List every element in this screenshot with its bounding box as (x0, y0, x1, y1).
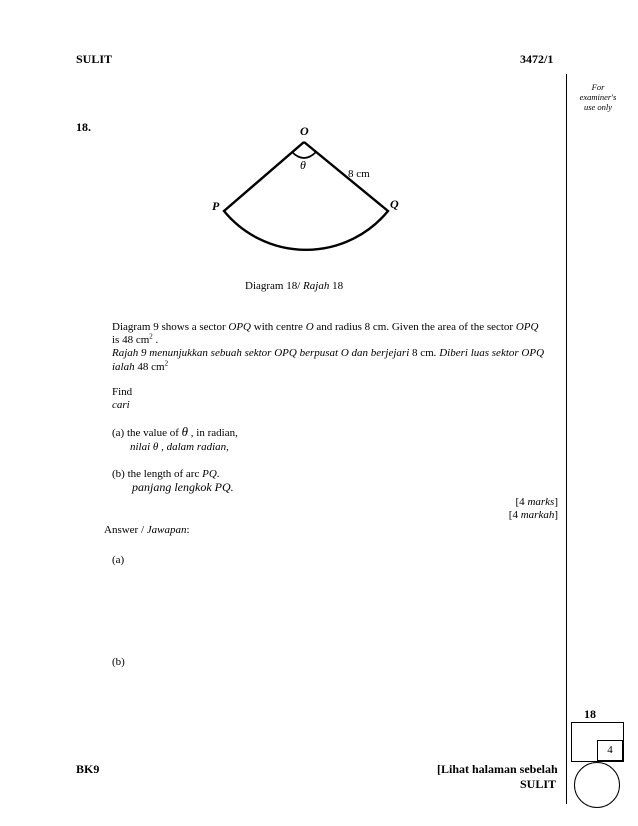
footer-right-2: SULIT (520, 777, 557, 791)
marks-ms: [4 markah] (508, 509, 558, 521)
label-theta: θ (300, 158, 306, 172)
score-question-number: 18 (584, 707, 596, 721)
marks-en: [4 marks] (515, 496, 558, 508)
footer-left: BK9 (76, 762, 100, 776)
statement-ms-line2: ialah 48 $cm^2$ (112, 359, 169, 373)
label-q: Q (390, 197, 399, 211)
examiner-note: For examiner's use only (579, 82, 617, 112)
label-radius: 8 cm (348, 168, 370, 180)
statement-ms-line1: Rajah 9 menunjukkan sebuah sektor OPQ berpusat O dan berjejari 8 cm. Diberi luas sektor OPQ (112, 347, 545, 359)
part-a-ms: nilai θ , dalam radian, (130, 441, 229, 453)
header-right: 3472/1 (520, 52, 554, 66)
sector-diagram (200, 120, 420, 260)
diagram-caption: Diagram 18/ Rajah 18 (245, 280, 344, 292)
question-number: 18. (76, 120, 91, 134)
part-b-ms: panjang lengkok PQ. (132, 480, 234, 494)
statement-en-line2: is 48 $cm^2$ . (112, 332, 159, 346)
find-ms: cari (112, 399, 130, 411)
find-en: Find (112, 386, 133, 398)
statement-en-line1: Diagram 9 shows a sector OPQ with centre O and radius 8 cm. Given the area of the sector OPQ (112, 321, 539, 333)
label-p: P (212, 199, 220, 213)
part-a-en: (a) the value of θ , in radian, (112, 424, 238, 439)
header-left: SULIT (76, 52, 113, 66)
answer-b-label: (b) (112, 656, 125, 668)
answer-label: Answer / Jawapan: (104, 524, 190, 536)
label-o: O (300, 124, 309, 138)
answer-a-label: (a) (112, 554, 125, 566)
max-marks: 4 (607, 744, 613, 756)
score-circle[interactable] (574, 762, 620, 808)
part-b-en: (b) the length of arc PQ. (112, 468, 220, 480)
footer-right-1: [Lihat halaman sebelah (437, 762, 558, 776)
examiner-column-divider (566, 74, 567, 804)
